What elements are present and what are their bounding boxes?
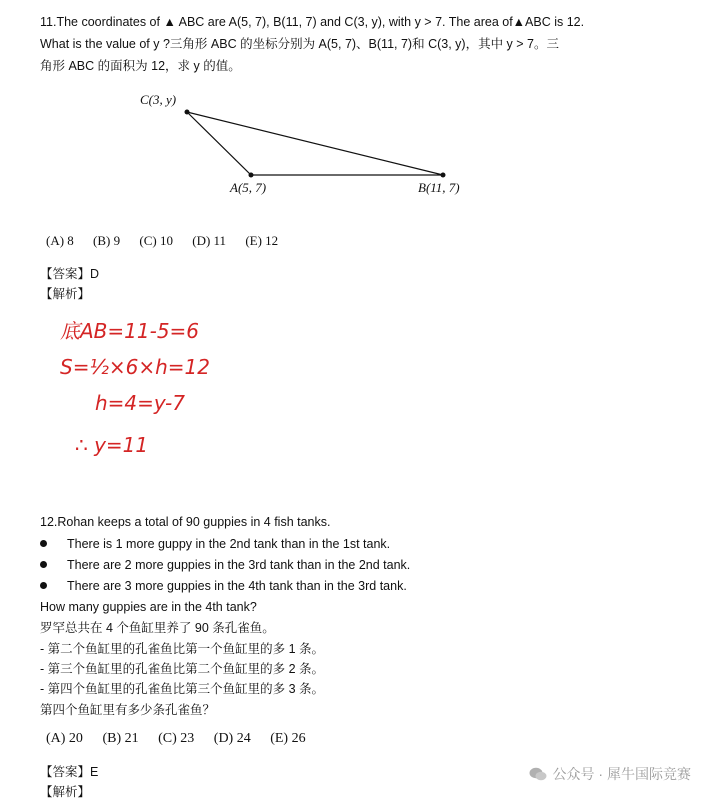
q11-stem-line3: 角形 ABC 的面积为 12，求 y 的值。 <box>40 59 241 73</box>
q11-choice-c: (C) 10 <box>139 233 173 248</box>
bullet-dot-icon <box>40 561 47 568</box>
q12-bullet-3: There are 3 more guppies in the 4th tank than in the 3rd tank. <box>40 576 407 596</box>
handwritten-solution <box>55 312 255 472</box>
hw-line-1: 底AB=11-5=6 <box>60 319 200 343</box>
q11-stem-line2: What is the value of y ?三角形 ABC 的坐标分别为 A(5, 7)、B(11, 7)和 C(3, y)，其中 y > 7。三 <box>40 37 559 51</box>
q12-bullet-2: There are 2 more guppies in the 3rd tank than in the 2nd tank. <box>40 555 410 575</box>
q12-bullet-1: There is 1 more guppy in the 2nd tank than in the 1st tank. <box>40 534 390 554</box>
triangle-shape <box>187 112 443 175</box>
q11-analysis-label: 【解析】 <box>40 287 91 301</box>
q12-analysis-label: 【解析】 <box>40 785 91 799</box>
label-b: B(11, 7) <box>418 180 460 195</box>
vertex-a <box>249 173 254 178</box>
q12-stem: 12.Rohan keeps a total of 90 guppies in 4 fish tanks. <box>40 515 331 529</box>
q12-choice-e: (E) 26 <box>270 731 306 746</box>
q11-choice-e: (E) 12 <box>245 233 279 248</box>
bullet-dot-icon <box>40 582 47 589</box>
hw-line-4: ∴ y=11 <box>75 433 149 457</box>
q12-answer: 【答案】E <box>40 765 99 779</box>
label-c: C(3, y) <box>140 92 177 107</box>
q11-choice-d: (D) 11 <box>192 233 227 248</box>
q12-choice-c: (C) 23 <box>158 731 195 746</box>
vertex-b <box>441 173 446 178</box>
q12-zh-line-5: 第四个鱼缸里有多少条孔雀鱼？ <box>40 703 216 717</box>
q11-stem-line1: 11.The coordinates of ▲ ABC are A(5, 7), B(11, 7) and C(3, y), with y > 7. The area of▲ABC is 12. <box>40 15 585 29</box>
hw-line-2: S=½×6×h=12 <box>60 355 210 379</box>
watermark <box>529 764 691 784</box>
q12-choice-b: (B) 21 <box>102 731 139 746</box>
q12-choice-d: (D) 24 <box>213 731 251 746</box>
label-a: A(5, 7) <box>230 180 267 195</box>
q12-choice-a: (A) 20 <box>46 731 83 746</box>
q12-zh-line-2: - 第二个鱼缸里的孔雀鱼比第一个鱼缸里的多 1 条。 <box>40 642 325 656</box>
q12-question: How many guppies are in the 4th tank? <box>40 600 257 614</box>
triangle-diagram <box>130 88 490 203</box>
q11-answer: 【答案】D <box>40 267 100 281</box>
q12-zh-line-3: - 第三个鱼缸里的孔雀鱼比第二个鱼缸里的多 2 条。 <box>40 662 325 676</box>
hw-line-3: h=4=y-7 <box>95 391 185 415</box>
watermark-text: 公众号 · 犀牛国际竞赛 <box>552 766 691 782</box>
q11-choices <box>46 233 294 249</box>
wechat-icon <box>529 767 547 781</box>
vertex-c <box>185 110 190 115</box>
bullet-dot-icon <box>40 540 47 547</box>
q12-zh-line-4: - 第四个鱼缸里的孔雀鱼比第三个鱼缸里的多 3 条。 <box>40 682 325 696</box>
q12-zh-line-1: 罗罕总共在 4 个鱼缸里养了 90 条孔雀鱼。 <box>40 621 275 635</box>
q12-choices <box>46 731 322 747</box>
q11-choice-a: (A) 8 <box>46 233 74 248</box>
q11-choice-b: (B) 9 <box>93 233 121 248</box>
